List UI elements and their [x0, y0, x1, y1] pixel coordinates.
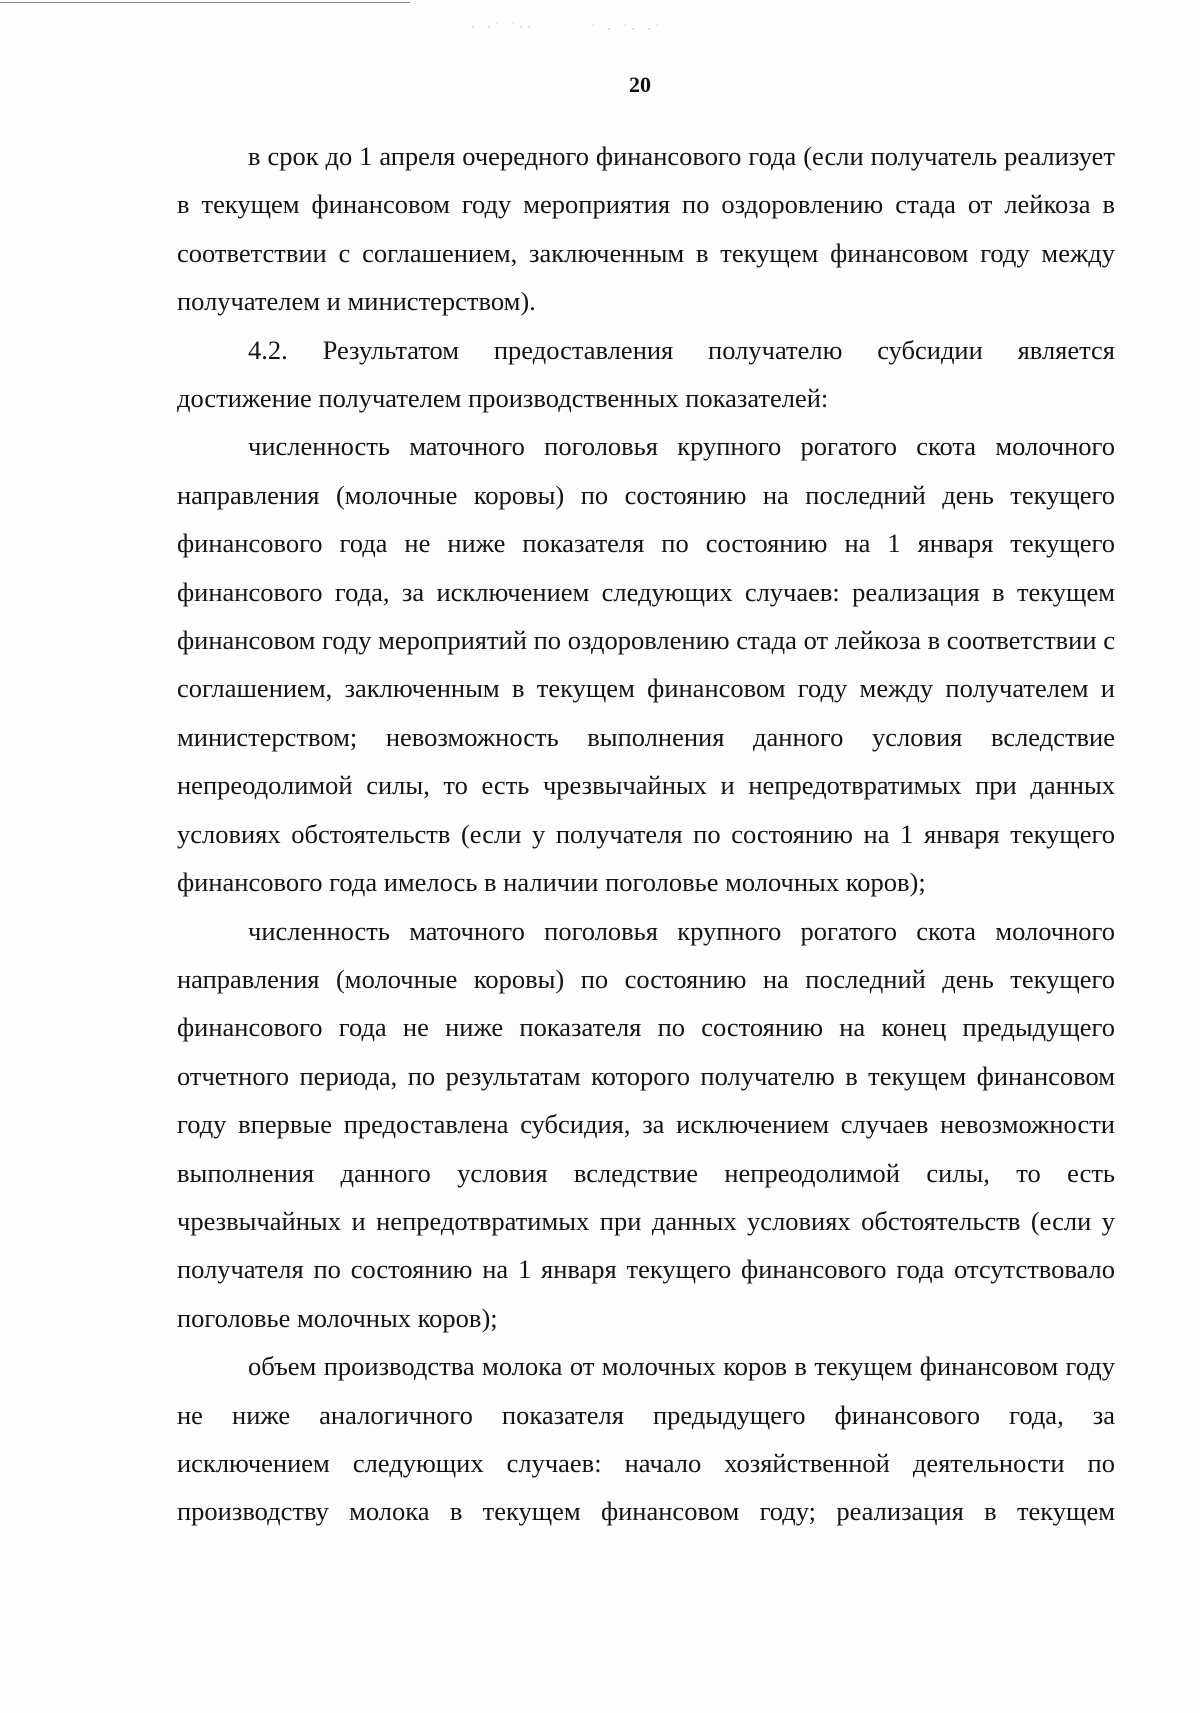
paragraph: численность маточного поголовья крупного рогатого скота молочного направления (молочные коровы) по состоянию на последний день текущего финансового года не ниже показателя по состоянию на 1 января текущего финансового года, за исключением следующих случаев: реализация в текущем финансовом году мероприятий по оздоровлению стада от лейкоза в соответствии с соглашением, заключенным в текущем финансовом году между получателем и министерством; невозможность выполнения данного условия вследствие непреодолимой силы, то есть чрезвычайных и непредотвратимых при данных условиях обстоятельств (если у получателя по состоянию на 1 января текущего финансового года имелось в наличии поголовье молочных коров); [177, 431, 1115, 898]
paragraph: объем производства молока от молочных коров в текущем финансовом году не ниже аналогичного показателя предыдущего финансового года, за исключением следующих случаев: начало хозяйственной деятельности по производству молока в текущем финансовом году; реализация в текущем [177, 1351, 1115, 1527]
paragraph: 4.2. Результатом предоставления получателю субсидии является достижение получателем производственных показателей: [177, 334, 1115, 414]
paragraph: в срок до 1 апреля очередного финансового года (если получатель реализует в текущем финансовом году мероприятия по оздоровлению стада от лейкоза в соответствии с соглашением, заключенным в текущем финансовом году между получателем и министерством). [177, 141, 1115, 317]
paragraph: численность маточного поголовья крупного рогатого скота молочного направления (молочные коровы) по состоянию на последний день текущего финансового года не ниже показателя по состоянию на конец предыдущего отчетного периода, по результатам которого получателю в текущем финансовом году впервые предоставлена субсидия, за исключением случаев невозможности выполнения данного условия вследствие непреодолимой силы, то есть чрезвычайных и непредотвратимых при данных условиях обстоятельств (если у получателя по состоянию на 1 января текущего финансового года отсутствовало поголовье молочных коров); [177, 915, 1115, 1333]
scan-speckle: ˙ · ˙· ·˙ [590, 24, 663, 35]
scan-speckle: · ·˙ ˙·· [470, 22, 535, 33]
body-text [177, 132, 1115, 1536]
scan-edge-line [0, 2, 410, 3]
page-number: 20 [629, 72, 651, 97]
